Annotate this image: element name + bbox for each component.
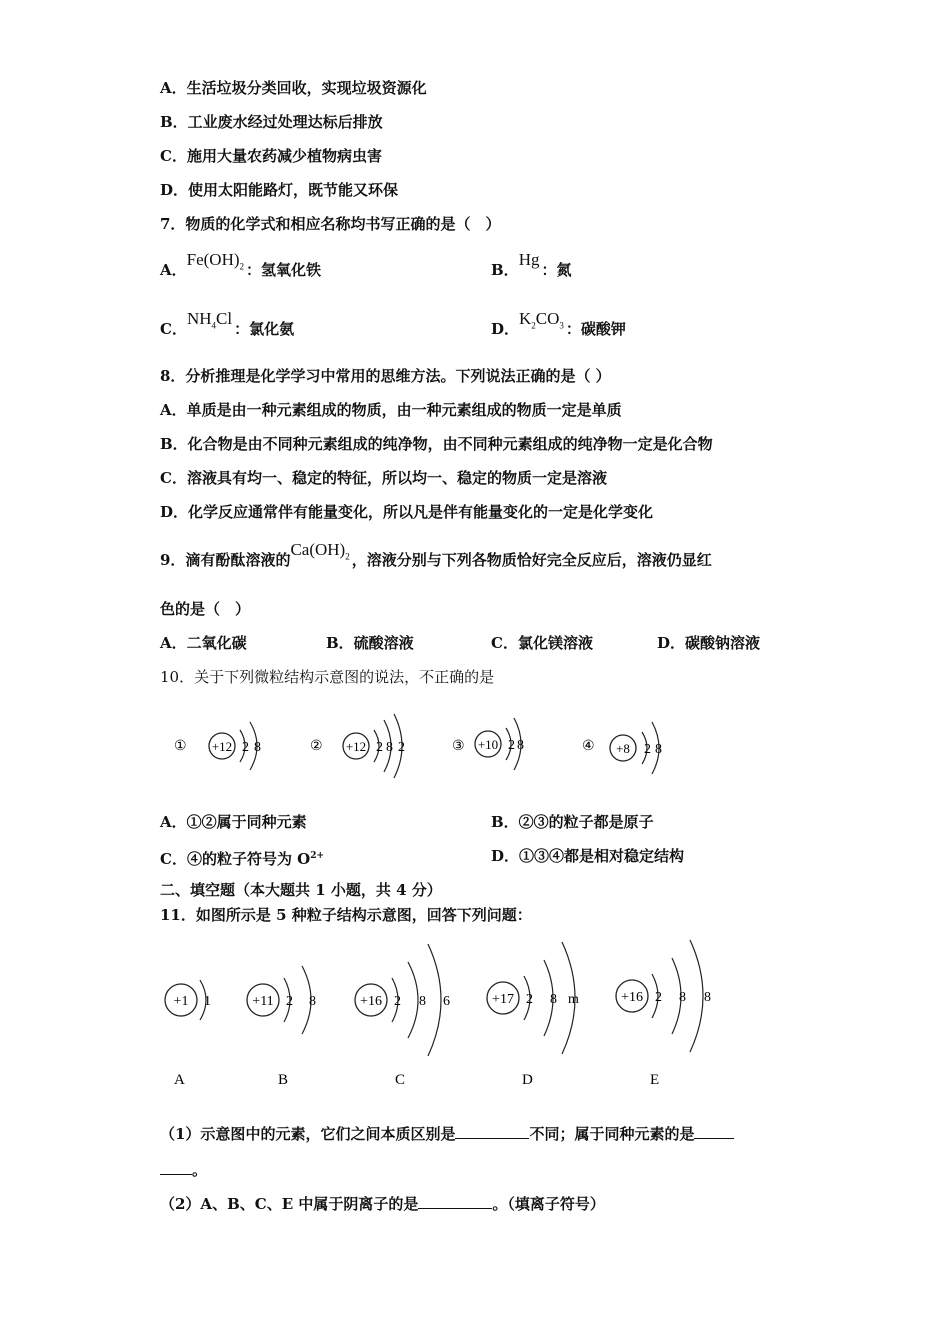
q8-option-b: B．化合物是由不同种元素组成的纯净物，由不同种元素组成的纯净物一定是化合物	[160, 435, 713, 453]
q10-option-a: A．①②属于同种元素	[160, 813, 307, 831]
q10-diagram-3	[448, 712, 558, 782]
formula-sub: 3	[559, 320, 564, 331]
nucleus-charge: +12	[345, 739, 367, 754]
formula	[186, 250, 245, 272]
formula-sub: 2	[531, 320, 536, 331]
formula-part: Hg	[518, 250, 540, 269]
option-name: ：氢氧化铁	[246, 261, 322, 279]
shell-arc	[408, 962, 418, 1038]
q9-stem-line2: 色的是（ ）	[160, 600, 251, 618]
diagram-label: E	[650, 1072, 660, 1088]
formula-part: Ca(OH)	[290, 540, 346, 559]
q7-option-b	[491, 250, 572, 280]
q11-diagram-b	[242, 940, 342, 1090]
formula-part: NH	[186, 309, 212, 328]
diagram-label: C	[395, 1072, 406, 1088]
option-name: ：氮	[541, 261, 572, 279]
q11-diagram-a	[160, 940, 230, 1090]
diagram-index: ③	[452, 739, 465, 754]
nucleus-charge: +11	[252, 994, 274, 1009]
stem-text: ，溶液分别与下列各物质恰好完全反应后，溶液仍显红	[351, 551, 712, 569]
option-text: C．④的粒子符号为 O	[160, 850, 311, 868]
formula-sub: 4	[211, 320, 217, 331]
formula	[186, 309, 233, 331]
nucleus-charge: +17	[492, 992, 514, 1007]
diagram-label: B	[278, 1072, 289, 1088]
q9-option-c: C．氯化镁溶液	[491, 634, 593, 652]
stem-text: 9．滴有酚酞溶液的	[160, 551, 291, 569]
q7-option-a	[160, 250, 322, 286]
q6-option-c: C．施用大量农药减少植物病虫害	[160, 147, 382, 165]
q9-option-d: D．碳酸钠溶液	[657, 634, 761, 652]
shell-electrons: 8	[386, 740, 393, 755]
option-name: ：氯化氨	[234, 320, 295, 338]
shell-electrons: 8	[679, 990, 686, 1005]
diagram-index: ②	[310, 739, 323, 754]
q6-option-b: B．工业废水经过处理达标后排放	[160, 113, 383, 131]
part-text: （2）A、B、C、E 中属于阴离子的是	[160, 1195, 419, 1213]
q6-option-d: D．使用太阳能路灯，既节能又环保	[160, 181, 399, 199]
q7-stem: 7．物质的化学式和相应名称均书写正确的是（ ）	[160, 215, 501, 233]
q10-option-c	[160, 846, 324, 869]
shell-electrons: 2	[286, 994, 293, 1009]
shell-electrons: 2	[508, 738, 515, 753]
shell-electrons: 6	[443, 994, 450, 1009]
q8-stem: 8．分析推理是化学学习中常用的思维方法。下列说法正确的是（ ）	[160, 367, 611, 385]
q7-option-c	[160, 309, 295, 345]
shell-electrons: 2	[394, 994, 401, 1009]
formula	[519, 309, 564, 331]
shell-electrons: 2	[398, 740, 405, 755]
nucleus-charge: +10	[477, 737, 499, 752]
shell-electrons: 2	[242, 740, 249, 755]
q6-option-a: A．生活垃圾分类回收，实现垃圾资源化	[160, 79, 427, 97]
answer-blank-1[interactable]	[455, 1124, 529, 1139]
diagram-index: ①	[174, 739, 187, 754]
option-name: ：碳酸钾	[565, 320, 626, 338]
shell-electrons: 8	[550, 992, 557, 1007]
diagram-index: ④	[582, 739, 595, 754]
ion-charge: 2+	[310, 851, 325, 861]
diagram-label: A	[174, 1072, 185, 1088]
nucleus-charge: +16	[360, 994, 382, 1009]
q11-diagram-c	[350, 940, 460, 1090]
q11-part1-cont	[160, 1160, 207, 1180]
q8-option-a: A．单质是由一种元素组成的物质，由一种元素组成的物质一定是单质	[160, 401, 622, 419]
q11-part2	[160, 1194, 605, 1214]
shell-electrons: 8	[309, 994, 316, 1009]
shell-electrons: 8	[517, 738, 524, 753]
nucleus-charge: +8	[616, 741, 630, 756]
option-label: C．	[160, 320, 187, 338]
formula	[519, 250, 540, 269]
shell-electrons: 8	[254, 740, 261, 755]
formula-sub: 2	[345, 551, 350, 562]
formula	[290, 540, 350, 562]
q10-diagram-2	[306, 712, 416, 782]
part-text: 。（填离子符号）	[492, 1195, 605, 1213]
q10-option-d: D．①③④都是相对稳定结构	[491, 847, 685, 865]
nucleus-charge: +16	[621, 990, 643, 1005]
part-text: （1）示意图中的元素，它们之间本质区别是	[160, 1125, 456, 1143]
q10-stem: 10．关于下列微粒结构示意图的说法，不正确的是	[160, 668, 495, 686]
shell-electrons: 1	[204, 994, 211, 1009]
part-text: 不同；属于同种元素的是	[529, 1125, 695, 1143]
diagram-label: D	[522, 1072, 533, 1088]
q9-stem	[160, 540, 712, 576]
option-label: A．	[160, 261, 187, 279]
q11-diagram-d	[482, 940, 592, 1090]
formula-part: CO	[535, 309, 560, 328]
q10-diagram-1	[170, 712, 280, 782]
option-label: D．	[491, 320, 520, 338]
answer-blank-2[interactable]	[694, 1124, 734, 1139]
q8-option-c: C．溶液具有均一、稳定的特征，所以均一、稳定的物质一定是溶液	[160, 469, 607, 487]
part-text: 。	[192, 1161, 208, 1179]
shell-electrons: 2	[655, 990, 662, 1005]
answer-blank-3[interactable]	[418, 1194, 492, 1209]
answer-blank-2-cont[interactable]	[160, 1160, 192, 1175]
q7-option-d	[491, 309, 626, 345]
q10-diagram-4	[578, 712, 688, 782]
shell-electrons: m	[568, 992, 579, 1007]
q8-option-d: D．化学反应通常伴有能量变化，所以凡是伴有能量变化的一定是化学变化	[160, 503, 654, 521]
shell-arc	[690, 940, 703, 1052]
formula-part: K	[519, 309, 532, 328]
nucleus-charge: +1	[173, 994, 189, 1009]
shell-electrons: 8	[655, 742, 662, 757]
nucleus-charge: +12	[211, 739, 233, 754]
q10-option-b: B．②③的粒子都是原子	[491, 813, 654, 831]
q9-option-b: B．硫酸溶液	[326, 634, 414, 652]
formula-sub: 2	[239, 261, 245, 272]
shell-electrons: 8	[704, 990, 711, 1005]
formula-part: Fe(OH)	[186, 250, 240, 269]
option-label: B．	[491, 261, 519, 279]
q11-part1	[160, 1124, 734, 1144]
q11-diagram-e	[612, 940, 722, 1090]
shell-electrons: 2	[376, 740, 383, 755]
formula-part: Cl	[216, 309, 233, 328]
shell-electrons: 2	[526, 992, 533, 1007]
q9-option-a: A．二氧化碳	[160, 634, 247, 652]
shell-arc	[428, 944, 441, 1056]
shell-electrons: 8	[419, 994, 426, 1009]
shell-electrons: 2	[644, 742, 651, 757]
section-heading: 二、填空题（本大题共 1 小题，共 4 分）	[160, 881, 442, 899]
q11-stem: 11．如图所示是 5 种粒子结构示意图，回答下列问题：	[160, 906, 532, 924]
